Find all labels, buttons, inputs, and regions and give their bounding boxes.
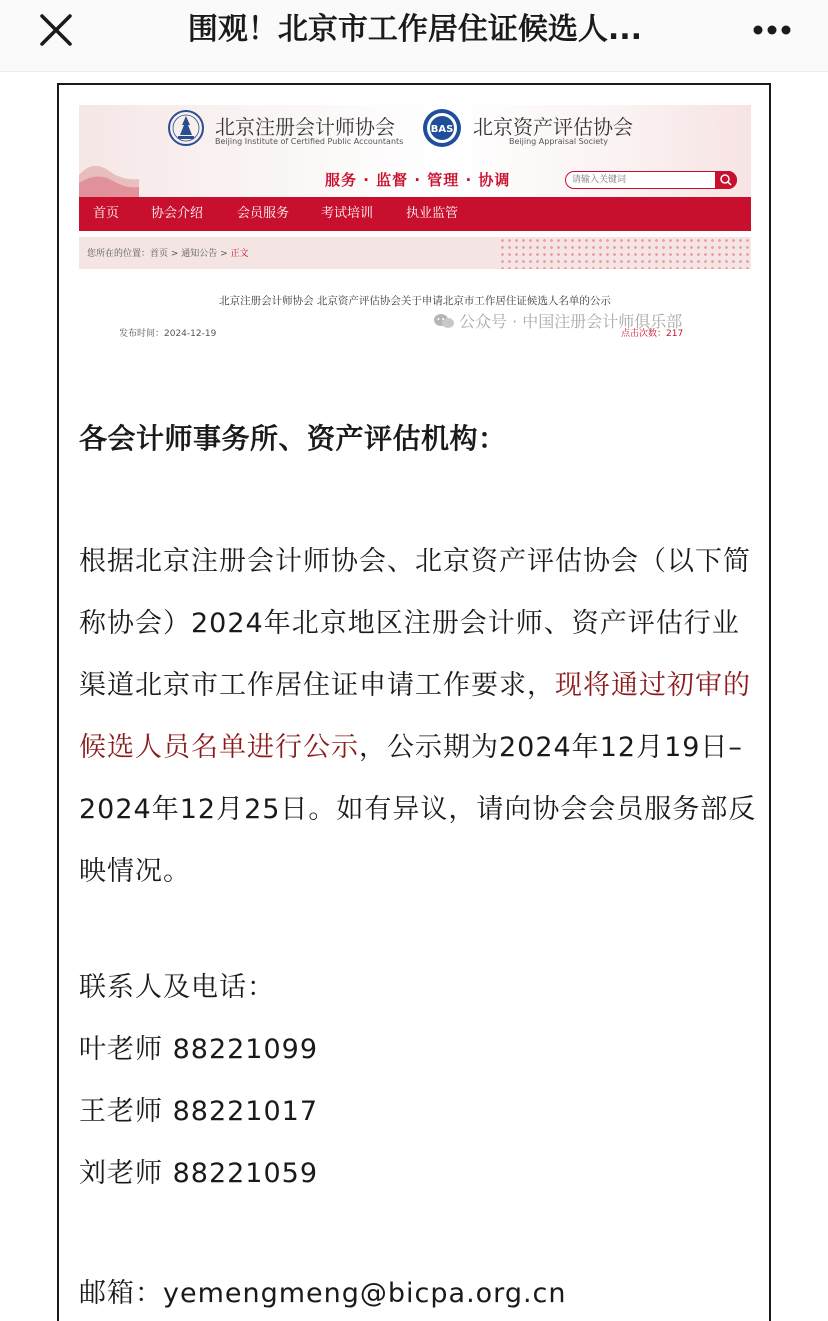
article-paragraph bbox=[79, 531, 759, 903]
site-nav-practice-supervision[interactable]: 执业监管 bbox=[406, 206, 459, 221]
breadcrumb-prefix: 您所在的位置： bbox=[87, 249, 151, 259]
bas-logo-text: BAS bbox=[430, 124, 454, 135]
site-notice-header bbox=[79, 269, 751, 345]
great-wall-decoration-icon bbox=[79, 149, 139, 197]
notice-title: 北京注册会计师协会 北京资产评估协会关于申请北京市工作居住证候选人名单的公示 bbox=[219, 295, 611, 307]
breadcrumb-text bbox=[87, 246, 249, 259]
wechat-watermark bbox=[433, 309, 682, 332]
site-search-button[interactable] bbox=[715, 171, 737, 189]
close-icon bbox=[36, 10, 76, 50]
bas-logo-icon bbox=[421, 107, 463, 149]
breadcrumb bbox=[79, 237, 751, 269]
contact-item: 叶老师 88221099 bbox=[79, 1034, 319, 1065]
contact-email: 邮箱：yemengmeng@bicpa.org.cn bbox=[79, 1278, 567, 1309]
org2-english-name: Beijing Appraisal Society bbox=[509, 137, 609, 146]
site-nav-home[interactable]: 首页 bbox=[93, 206, 120, 221]
breadcrumb-separator: > bbox=[217, 249, 231, 259]
more-dots-icon bbox=[748, 14, 796, 46]
article-salutation: 各会计师事务所、资产评估机构： bbox=[79, 422, 507, 455]
org1-english-name: Beijing Institute of Certified Public Accountants bbox=[215, 137, 404, 146]
contact-label: 联系人及电话： bbox=[79, 972, 275, 1003]
bicpa-logo-icon bbox=[167, 109, 205, 147]
site-nav-about[interactable]: 协会介绍 bbox=[151, 206, 204, 221]
publish-date: 发布时间：2024-12-19 bbox=[119, 329, 217, 339]
breadcrumb-separator: > bbox=[168, 249, 182, 259]
breadcrumb-section[interactable]: 通知公告 bbox=[181, 249, 218, 259]
site-header bbox=[79, 105, 751, 197]
site-slogan: 服务 · 监督 · 管理 · 协调 bbox=[325, 171, 511, 189]
top-nav-bar bbox=[0, 0, 828, 72]
wechat-icon bbox=[433, 313, 455, 329]
site-nav-exam-training[interactable]: 考试培训 bbox=[321, 206, 374, 221]
more-options-button[interactable] bbox=[748, 14, 796, 46]
contact-item: 王老师 88221017 bbox=[79, 1096, 319, 1127]
page-title: 围观！北京市工作居住证候选人... bbox=[187, 12, 643, 47]
watermark-text: 公众号 · 中国注册会计师俱乐部 bbox=[459, 312, 683, 331]
org2-name: 北京资产评估协会 bbox=[473, 115, 633, 139]
breadcrumb-home[interactable]: 首页 bbox=[150, 249, 169, 259]
paragraph-text: 根据北京注册会计师协会、北京资产评估协会（以下简称协会）2024年北京地区注册会计师、资产评估行业渠道北京市工作居住证申请工作要求， bbox=[79, 546, 751, 701]
hit-count: 点击次数：217 bbox=[621, 329, 684, 339]
embedded-site-image bbox=[79, 105, 751, 345]
contact-item: 刘老师 88221059 bbox=[79, 1158, 319, 1189]
breadcrumb-current: 正文 bbox=[230, 249, 249, 259]
close-button[interactable] bbox=[36, 10, 76, 50]
search-icon bbox=[715, 171, 737, 189]
site-nav-member-services[interactable]: 会员服务 bbox=[237, 206, 290, 221]
paragraph-text: ，公示期为2024年12月19日–2024年12月25日。如有异议，请向协会会员服务部反映情况。 bbox=[79, 732, 757, 887]
site-nav-bar bbox=[79, 197, 751, 231]
site-search-input[interactable] bbox=[572, 172, 712, 188]
org1-name: 北京注册会计师协会 bbox=[215, 115, 395, 139]
paragraph-highlight: 现将通过初审的候选人员名单进行公示 bbox=[79, 670, 751, 763]
site-search-box bbox=[565, 171, 737, 189]
article-frame bbox=[57, 83, 771, 1321]
dot-pattern-decoration bbox=[499, 237, 751, 269]
